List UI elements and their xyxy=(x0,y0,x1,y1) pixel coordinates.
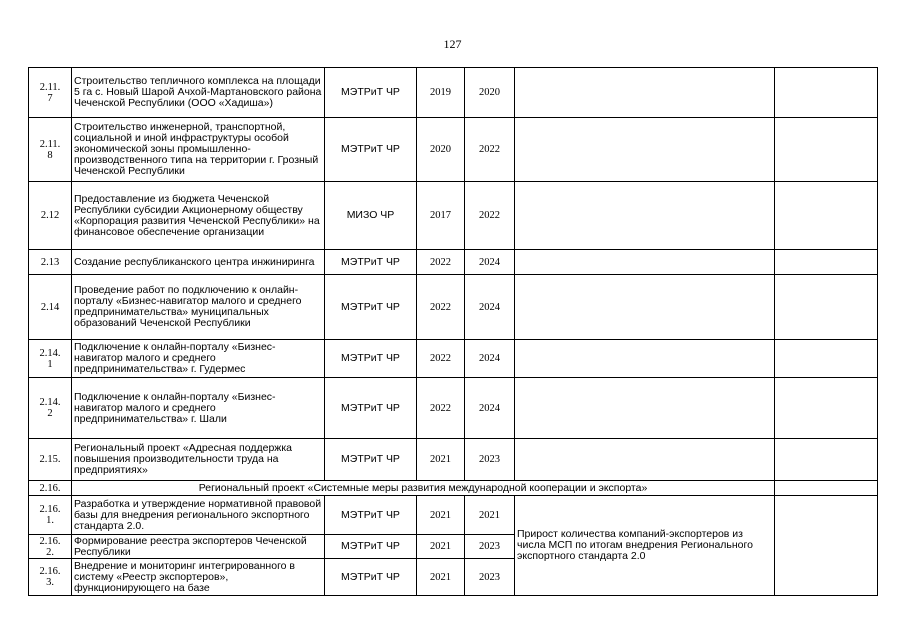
row-number: 2.11. 8 xyxy=(29,118,72,182)
program-table xyxy=(28,67,878,596)
end-year: 2024 xyxy=(465,378,515,439)
note-cell xyxy=(775,68,878,118)
table-row xyxy=(29,496,878,535)
row-number: 2.13 xyxy=(29,250,72,275)
row-number: 2.11. 7 xyxy=(29,68,72,118)
section-number: 2.16. xyxy=(29,481,72,496)
table-row xyxy=(29,340,878,378)
note-cell xyxy=(775,439,878,481)
measure-name: Формирование реестра экспортеров Чеченской Республики xyxy=(72,535,325,559)
row-number: 2.14 xyxy=(29,275,72,340)
result-cell xyxy=(515,439,775,481)
start-year: 2021 xyxy=(417,535,465,559)
end-year: 2023 xyxy=(465,559,515,596)
note-cell xyxy=(775,250,878,275)
measure-name: Проведение работ по подключению к онлайн-порталу «Бизнес-навигатор малого и среднего предпринимательства» муниципальных образований Чеченской Республики xyxy=(72,275,325,340)
note-cell xyxy=(775,275,878,340)
executor: МЭТРиТ ЧР xyxy=(325,275,417,340)
note-cell xyxy=(775,481,878,496)
note-cell xyxy=(775,182,878,250)
end-year: 2021 xyxy=(465,496,515,535)
executor: МЭТРиТ ЧР xyxy=(325,535,417,559)
end-year: 2022 xyxy=(465,118,515,182)
start-year: 2021 xyxy=(417,439,465,481)
end-year: 2020 xyxy=(465,68,515,118)
start-year: 2020 xyxy=(417,118,465,182)
measure-name: Предоставление из бюджета Чеченской Республики субсидии Акционерному обществу «Корпорация развития Чеченской Республики» на финансовое обеспечение организации xyxy=(72,182,325,250)
executor: МЭТРиТ ЧР xyxy=(325,496,417,535)
end-year: 2023 xyxy=(465,535,515,559)
note-cell xyxy=(775,496,878,596)
executor: МЭТРиТ ЧР xyxy=(325,340,417,378)
measure-name: Подключение к онлайн-порталу «Бизнес-навигатор малого и среднего предпринимательства» г. Гудермес xyxy=(72,340,325,378)
end-year: 2024 xyxy=(465,340,515,378)
start-year: 2017 xyxy=(417,182,465,250)
executor: МЭТРиТ ЧР xyxy=(325,439,417,481)
measure-name: Подключение к онлайн-порталу «Бизнес-навигатор малого и среднего предпринимательства» г. Шали xyxy=(72,378,325,439)
note-cell xyxy=(775,118,878,182)
table-row xyxy=(29,118,878,182)
result-cell xyxy=(515,275,775,340)
result-cell xyxy=(515,378,775,439)
result-cell xyxy=(515,250,775,275)
executor: МЭТРиТ ЧР xyxy=(325,118,417,182)
section-row xyxy=(29,481,878,496)
start-year: 2022 xyxy=(417,378,465,439)
measure-name: Региональный проект «Адресная поддержка повышения производительности труда на предприятиях» xyxy=(72,439,325,481)
table-row xyxy=(29,250,878,275)
table-row xyxy=(29,275,878,340)
table-row xyxy=(29,68,878,118)
row-number: 2.14. 2 xyxy=(29,378,72,439)
end-year: 2024 xyxy=(465,275,515,340)
row-number: 2.16. 1. xyxy=(29,496,72,535)
result-cell xyxy=(515,340,775,378)
end-year: 2024 xyxy=(465,250,515,275)
result-cell xyxy=(515,68,775,118)
executor: МЭТРиТ ЧР xyxy=(325,559,417,596)
row-number: 2.16. 3. xyxy=(29,559,72,596)
result-cell xyxy=(515,182,775,250)
note-cell xyxy=(775,340,878,378)
executor: МЭТРиТ ЧР xyxy=(325,378,417,439)
note-cell xyxy=(775,378,878,439)
executor: МИЗО ЧР xyxy=(325,182,417,250)
row-number: 2.16. 2. xyxy=(29,535,72,559)
end-year: 2023 xyxy=(465,439,515,481)
table-row xyxy=(29,378,878,439)
table-body xyxy=(29,68,878,596)
start-year: 2021 xyxy=(417,559,465,596)
section-title: Региональный проект «Системные меры развития международной кооперации и экспорта» xyxy=(72,481,775,496)
measure-name: Разработка и утверждение нормативной правовой базы для внедрения регионального экспортного стандарта 2.0. xyxy=(72,496,325,535)
row-number: 2.15. xyxy=(29,439,72,481)
start-year: 2022 xyxy=(417,340,465,378)
result-cell xyxy=(515,118,775,182)
start-year: 2021 xyxy=(417,496,465,535)
end-year: 2022 xyxy=(465,182,515,250)
table-row xyxy=(29,439,878,481)
measure-name: Внедрение и мониторинг интегрированного в систему «Реестр экспортеров», функционирующего на базе xyxy=(72,559,325,596)
start-year: 2022 xyxy=(417,250,465,275)
measure-name: Создание республиканского центра инжиниринга xyxy=(72,250,325,275)
start-year: 2022 xyxy=(417,275,465,340)
measure-name: Строительство инженерной, транспортной, социальной и иной инфраструктуры особой экономической зоны промышленно-производственного типа на территории г. Грозный Чеченской Республики xyxy=(72,118,325,182)
start-year: 2019 xyxy=(417,68,465,118)
executor: МЭТРиТ ЧР xyxy=(325,250,417,275)
executor: МЭТРиТ ЧР xyxy=(325,68,417,118)
page-number: 127 xyxy=(443,37,462,51)
result-indicator: Прирост количества компаний-экспортеров из числа МСП по итогам внедрения Регионального экспортного стандарта 2.0 xyxy=(515,496,775,596)
table-row xyxy=(29,182,878,250)
row-number: 2.12 xyxy=(29,182,72,250)
measure-name: Строительство тепличного комплекса на площади 5 га с. Новый Шарой Ачхой-Мартановского района Чеченской Республики (ООО «Хадиша») xyxy=(72,68,325,118)
row-number: 2.14. 1 xyxy=(29,340,72,378)
